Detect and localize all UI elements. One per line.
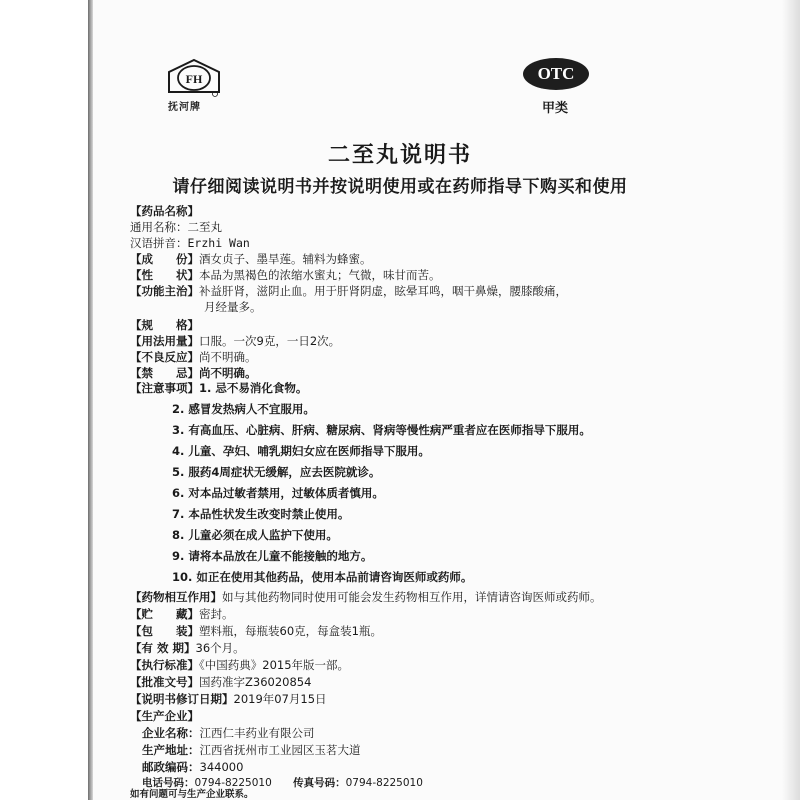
sheet-edge <box>88 0 93 800</box>
storage-row <box>130 607 234 622</box>
specification-label: 【规 格】 <box>130 318 199 332</box>
contraindications-label: 【禁 忌】 <box>130 366 199 380</box>
composition-label: 【成 份】 <box>130 252 199 266</box>
properties-row <box>130 268 441 283</box>
svg-text:FH: FH <box>185 72 203 86</box>
company-name-label: 企业名称： <box>142 726 200 740</box>
brand-name: 抚河牌 <box>168 102 201 113</box>
standard-row <box>130 658 349 673</box>
approval-row <box>130 675 311 690</box>
revision-value: 2019年07月15日 <box>233 692 327 706</box>
otc-class-label: 甲类 <box>542 101 569 116</box>
precaution-item: 10. 如正在使用其他药品，使用本品前请咨询医师或药师。 <box>172 570 473 584</box>
precaution-item: 8. 儿童必须在成人监护下使用。 <box>172 528 338 542</box>
postcode-row <box>142 760 243 775</box>
brand-logo <box>163 58 225 128</box>
package-row <box>130 624 382 639</box>
fax-value: 0794-8225010 <box>345 777 423 789</box>
section-drug-name-heading: 【药品名称】 <box>130 204 199 218</box>
address-row <box>142 743 361 758</box>
validity-label: 【有 效 期】 <box>130 641 196 655</box>
fax-label: 传真号码： <box>293 777 346 789</box>
generic-name-label: 通用名称： <box>130 220 188 234</box>
validity-row <box>130 641 245 656</box>
address-label: 生产地址： <box>142 743 200 757</box>
document-title: 二至丸说明书 <box>327 143 472 168</box>
precaution-item: 2. 感冒发热病人不宜服用。 <box>172 402 315 416</box>
indications-label: 【功能主治】 <box>130 284 199 298</box>
storage-value: 密封。 <box>199 607 234 621</box>
adverse-value: 尚不明确。 <box>199 350 257 364</box>
indications-row <box>130 284 567 299</box>
postcode-label: 邮政编码： <box>142 760 200 774</box>
precaution-item: 4. 儿童、孕妇、哺乳期妇女应在医师指导下服用。 <box>172 444 430 458</box>
interactions-label: 【药物相互作用】 <box>130 590 222 604</box>
indications-value-line2: 月经量多。 <box>204 300 262 314</box>
adverse-row <box>130 350 257 365</box>
revision-row <box>130 692 327 707</box>
composition-value: 酒女贞子、墨旱莲。辅料为蜂蜜。 <box>199 252 372 266</box>
package-label: 【包 装】 <box>130 624 199 638</box>
otc-badge: OTC <box>523 58 589 90</box>
composition-row <box>130 252 372 267</box>
precaution-item: 5. 服药4周症状无缓解，应去医院就诊。 <box>172 465 381 479</box>
generic-name-row <box>130 220 222 235</box>
pinyin-row <box>130 236 250 251</box>
dosage-row <box>130 334 340 349</box>
dosage-value: 口服。一次9克，一日2次。 <box>199 334 341 348</box>
precaution-item: 9. 请将本品放在儿童不能接触的地方。 <box>172 549 373 563</box>
standard-value: 《中国药典》2015年版一部。 <box>199 658 350 672</box>
company-name-row <box>142 726 315 741</box>
precaution-item: 3. 有高血压、心脏病、肝病、糖尿病、肾病等慢性病严重者应在医师指导下服用。 <box>172 423 591 437</box>
dosage-label: 【用法用量】 <box>130 334 199 348</box>
interactions-value: 如与其他药物同时使用可能会发生药物相互作用，详情请咨询医师或药师。 <box>222 590 602 604</box>
standard-label: 【执行标准】 <box>130 658 199 672</box>
company-name-value: 江西仁丰药业有限公司 <box>199 726 315 740</box>
precautions-label: 【注意事项】 <box>130 381 199 395</box>
adverse-label: 【不良反应】 <box>130 350 199 364</box>
validity-value: 36个月。 <box>195 641 245 655</box>
generic-name-value: 二至丸 <box>187 220 222 234</box>
address-value: 江西省抚州市工业园区玉茗大道 <box>199 743 361 757</box>
properties-label: 【性 状】 <box>130 268 199 282</box>
package-value: 塑料瓶，每瓶装60克，每盒装1瓶。 <box>199 624 382 638</box>
approval-value: 国药准字Z36020854 <box>199 675 312 689</box>
document-subtitle: 请仔细阅读说明书并按说明使用或在药师指导下购买和使用 <box>172 177 628 197</box>
contact-note: 如有问题可与生产企业联系。 <box>130 789 254 800</box>
pinyin-label: 汉语拼音： <box>130 236 188 250</box>
contraindications-value: 尚不明确。 <box>199 366 257 380</box>
indications-value-line1: 补益肝肾，滋阴止血。用于肝肾阴虚，眩晕耳鸣，咽干鼻燥，腰膝酸痛， <box>199 284 567 298</box>
precaution-item: 1. 忌不易消化食物。 <box>199 381 308 395</box>
approval-label: 【批准文号】 <box>130 675 199 689</box>
phone-row <box>142 777 423 789</box>
revision-label: 【说明书修订日期】 <box>130 692 234 706</box>
interactions-row <box>130 590 602 605</box>
storage-label: 【贮 藏】 <box>130 607 199 621</box>
precaution-item: 7. 本品性状发生改变时禁止使用。 <box>172 507 350 521</box>
precaution-item: 6. 对本品过敏者禁用，过敏体质者慎用。 <box>172 486 384 500</box>
contraindications-row <box>130 366 257 381</box>
pinyin-value: Erzhi Wan <box>187 236 250 250</box>
sheet-shadow <box>782 0 800 800</box>
properties-value: 本品为黑褐色的浓缩水蜜丸；气微，味甘而苦。 <box>199 268 441 282</box>
manufacturer-heading: 【生产企业】 <box>130 709 199 723</box>
postcode-value: 344000 <box>199 760 244 774</box>
precautions-row <box>130 381 307 396</box>
phone-value: 0794-8225010 <box>194 777 272 789</box>
phone-label: 电话号码： <box>142 777 195 789</box>
